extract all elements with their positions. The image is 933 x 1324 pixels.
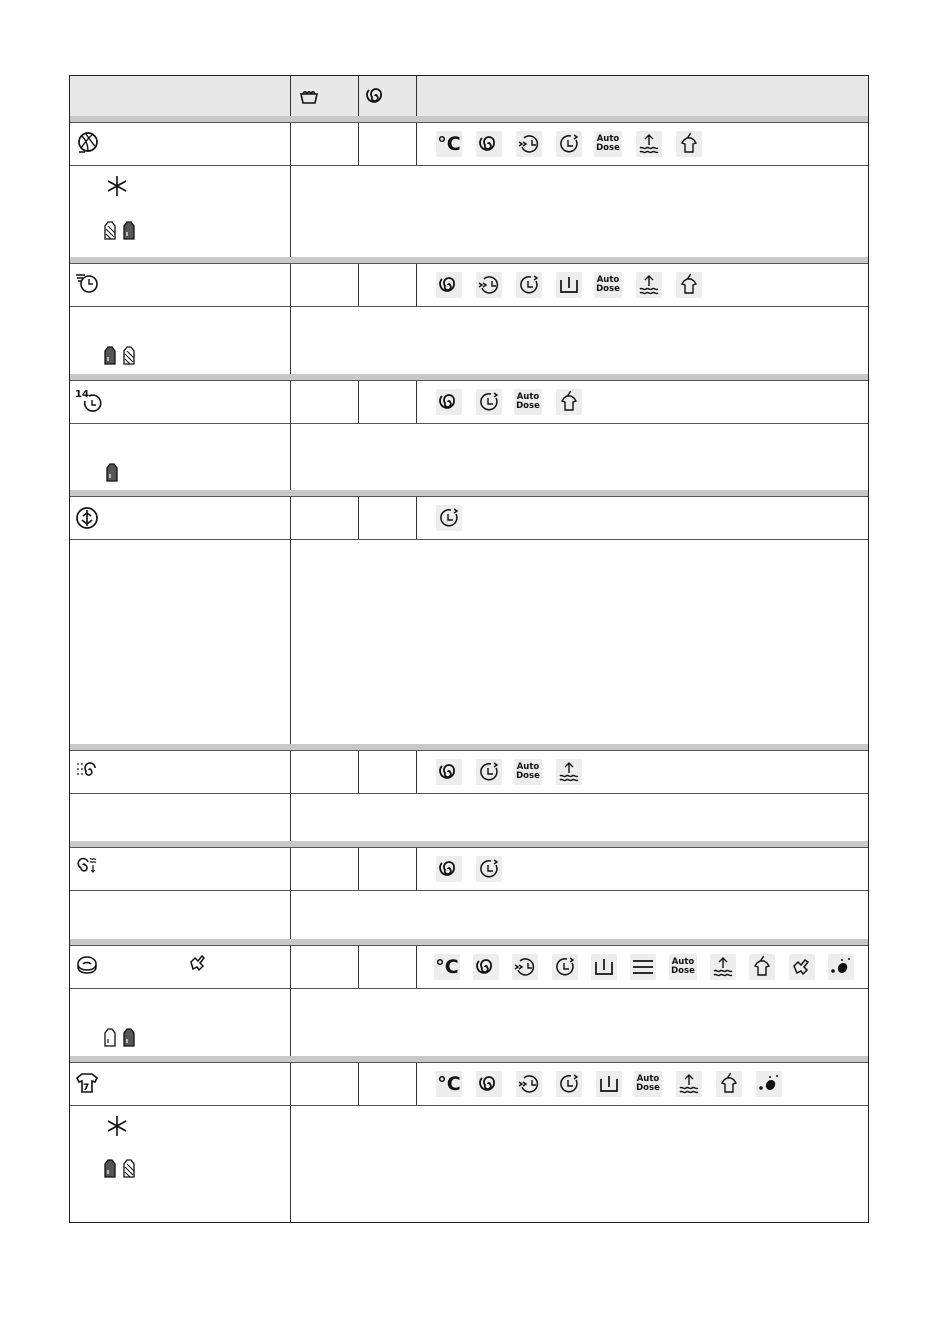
options-cell <box>416 381 868 423</box>
detail-left-cell <box>70 793 291 841</box>
detail-left-cell <box>70 165 291 257</box>
programme-table <box>69 75 869 1223</box>
steam-icon <box>716 1071 742 1097</box>
programme-name-cell <box>70 1063 291 1105</box>
spot-icon <box>828 954 854 980</box>
programme-detail-row <box>70 988 868 1056</box>
drum-clean-icon <box>74 505 100 531</box>
svg-text:7: 7 <box>83 1083 90 1093</box>
stain-icon <box>185 950 211 976</box>
load-cell <box>290 1063 359 1105</box>
extra-rinse-icon <box>636 131 662 157</box>
spin-drain-icon <box>74 854 100 880</box>
steam-icon <box>676 131 702 157</box>
snowflake-icon <box>104 1113 130 1139</box>
steam-icon <box>556 389 582 415</box>
programme-detail-row <box>70 306 868 374</box>
synthetic-17-icon <box>74 1070 100 1096</box>
programme-row <box>70 496 868 540</box>
programme-row <box>70 945 868 989</box>
delay-start-icon <box>516 272 542 298</box>
programme-detail-row <box>70 165 868 257</box>
auto-dose-option: Auto Dose <box>594 272 622 298</box>
time-saving-icon <box>476 272 502 298</box>
fan-timer-icon <box>74 270 100 296</box>
programme-detail-row <box>70 539 868 744</box>
programme-name-cell <box>70 946 291 988</box>
header-load-cell <box>290 76 359 116</box>
programme-row <box>70 1062 868 1106</box>
delay-start-icon <box>476 389 502 415</box>
temperature-option: °C <box>437 1073 461 1095</box>
options-cell <box>416 751 868 793</box>
auto-dose-option: Auto Dose <box>514 759 542 785</box>
load-cell <box>290 497 359 539</box>
spin-icon <box>476 1071 502 1097</box>
programme-detail-row <box>70 793 868 841</box>
spin-cell <box>358 848 417 890</box>
header-programme-cell <box>70 76 291 116</box>
auto-dose-option: Auto Dose <box>594 131 622 157</box>
stain-icon <box>789 954 815 980</box>
extra-rinse-icon <box>710 954 736 980</box>
programme-name-cell <box>70 123 291 165</box>
laundry-tub-icon <box>296 83 322 109</box>
load-cell <box>290 848 359 890</box>
programme-detail-row <box>70 1105 868 1223</box>
auto-dose-option: Auto Dose <box>514 389 542 415</box>
auto-dose-option: Auto Dose <box>669 954 697 980</box>
delay-start-icon <box>436 505 462 531</box>
auto-dose-option: Auto Dose <box>634 1071 662 1097</box>
pre-wash-icon <box>556 272 582 298</box>
detergent-bottle-icon <box>102 1022 142 1048</box>
spin-icon <box>436 389 462 415</box>
detail-left-cell <box>70 1105 291 1223</box>
spin-icon <box>436 272 462 298</box>
spin-cell <box>358 751 417 793</box>
detail-left-cell <box>70 539 291 744</box>
spot-icon <box>756 1071 782 1097</box>
spin-icon <box>363 83 389 109</box>
delay-start-icon <box>476 759 502 785</box>
detergent-bottle-icon <box>102 457 128 483</box>
options-cell <box>416 497 868 539</box>
steam-icon <box>676 272 702 298</box>
delay-start-icon <box>476 856 502 882</box>
load-cell <box>290 751 359 793</box>
load-cell <box>290 381 359 423</box>
load-cell <box>290 123 359 165</box>
programme-name-cell <box>70 381 291 423</box>
delay-start-icon <box>552 954 578 980</box>
programme-name-cell <box>70 848 291 890</box>
spin-icon <box>436 856 462 882</box>
extra-rinse-icon <box>636 272 662 298</box>
extra-rinse-icon <box>556 759 582 785</box>
spin-cell <box>358 123 417 165</box>
detail-left-cell <box>70 890 291 939</box>
quick-14-label: 14 <box>75 389 89 400</box>
spin-icon <box>476 131 502 157</box>
quick-14-icon <box>79 391 105 417</box>
time-saving-icon <box>516 1071 542 1097</box>
pre-wash-icon <box>596 1071 622 1097</box>
snowflake-icon <box>104 173 130 199</box>
eco-icon <box>74 952 100 978</box>
header-spin-cell <box>358 76 417 116</box>
spin-cell <box>358 946 417 988</box>
programme-row <box>70 122 868 166</box>
spin-cell <box>358 497 417 539</box>
detergent-bottle-icon <box>102 1153 142 1179</box>
menu-lines-icon <box>630 954 656 980</box>
options-cell <box>416 123 868 165</box>
spin-icon <box>473 954 499 980</box>
programme-row <box>70 380 868 424</box>
rinse-icon <box>74 757 100 783</box>
detail-left-cell <box>70 306 291 374</box>
options-cell <box>416 848 868 890</box>
extra-rinse-icon <box>676 1071 702 1097</box>
delay-start-icon <box>556 1071 582 1097</box>
load-cell <box>290 264 359 306</box>
time-saving-icon <box>516 131 542 157</box>
temperature-option: °C <box>437 133 461 155</box>
detail-left-cell <box>70 423 291 490</box>
options-cell <box>416 1063 868 1105</box>
detergent-bottle-icon <box>102 215 142 241</box>
spin-cell <box>358 264 417 306</box>
options-cell <box>416 264 868 306</box>
options-cell <box>416 946 868 988</box>
programme-row <box>70 847 868 891</box>
programme-detail-row <box>70 890 868 939</box>
programme-row <box>70 750 868 794</box>
programme-name-cell <box>70 751 291 793</box>
spin-cell <box>358 381 417 423</box>
spin-cell <box>358 1063 417 1105</box>
programme-row <box>70 263 868 307</box>
spin-icon <box>436 759 462 785</box>
programme-name-cell <box>70 264 291 306</box>
time-saving-icon <box>512 954 538 980</box>
steam-icon <box>749 954 775 980</box>
load-cell <box>290 946 359 988</box>
pre-wash-icon <box>591 954 617 980</box>
programme-name-cell <box>70 497 291 539</box>
programme-detail-row <box>70 423 868 490</box>
temperature-option: °C <box>435 956 459 978</box>
table-header <box>70 76 868 117</box>
delay-start-icon <box>556 131 582 157</box>
wool-ball-icon <box>74 130 100 156</box>
detergent-bottle-icon <box>102 340 142 366</box>
detail-left-cell <box>70 988 291 1056</box>
